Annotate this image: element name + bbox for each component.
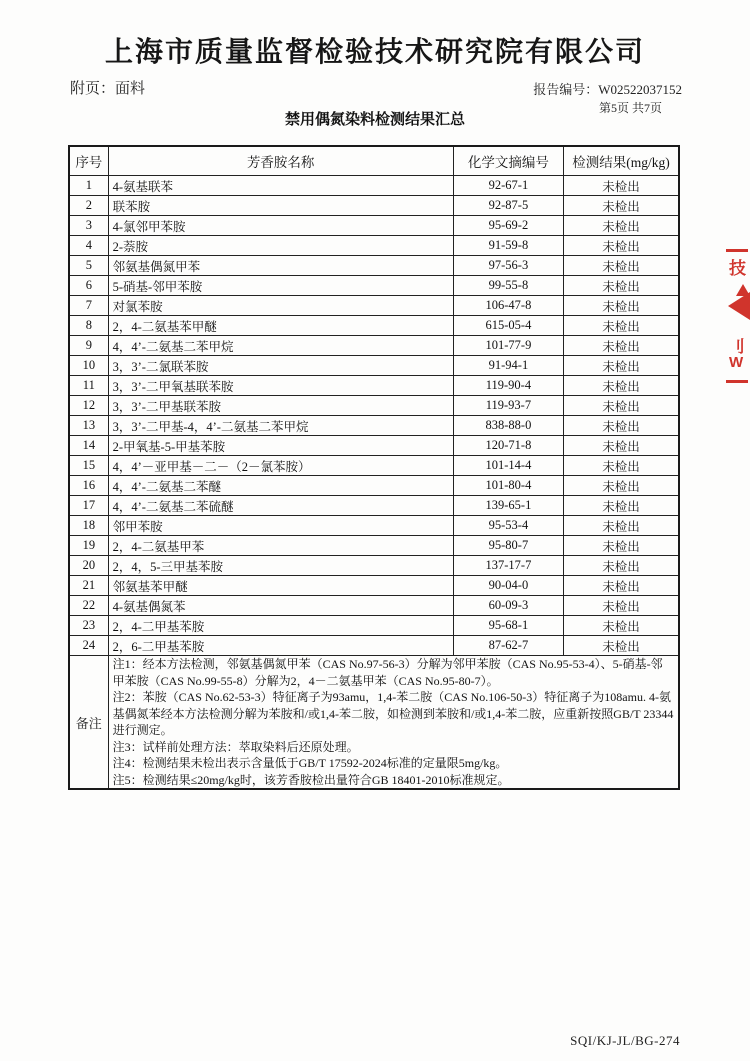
table-row <box>69 596 679 616</box>
cell-seq: 12 <box>69 396 108 416</box>
cell-amine-name: 邻氨基偶氮甲苯 <box>108 256 453 276</box>
cell-result: 未检出 <box>564 176 679 196</box>
page-number: 第5页 共7页 <box>598 101 662 115</box>
cell-seq: 20 <box>69 556 108 576</box>
cell-seq: 22 <box>69 596 108 616</box>
attachment-label: 附页：面料 <box>70 81 146 97</box>
table-row <box>69 436 679 456</box>
cell-seq: 14 <box>69 436 108 456</box>
cell-amine-name: 4，4’－亚甲基－二－（2－氯苯胺） <box>108 456 453 476</box>
cell-amine-name: 4-氨基联苯 <box>108 176 453 196</box>
cell-seq: 18 <box>69 516 108 536</box>
remark-note-line: 注2：苯胺（CAS No.62-53-3）特征离子为93amu，1,4-苯二胺（CAS No.106-50-3）特征离子为108amu. 4-氨基偶氮苯经本方法检测分解为苯胺和/或1,4-苯二胺，如检测到苯胺和/或1,4-苯二胺，应重新按照GB/T 23344 进行测定。 <box>112 690 674 737</box>
cell-seq: 19 <box>69 536 108 556</box>
cell-amine-name: 4，4’-二氨基二苯硫醚 <box>108 496 453 516</box>
cell-seq: 13 <box>69 416 108 436</box>
table-row <box>69 216 679 236</box>
cell-cas-number: 91-59-8 <box>453 236 563 256</box>
cell-amine-name: 2，6-二甲基苯胺 <box>108 636 453 656</box>
remark-notes <box>108 656 679 790</box>
cell-result: 未检出 <box>564 376 679 396</box>
cell-amine-name: 2-萘胺 <box>108 236 453 256</box>
cell-cas-number: 92-67-1 <box>453 176 563 196</box>
seal-border-bottom <box>726 380 748 383</box>
cell-result: 未检出 <box>564 476 679 496</box>
cell-seq: 21 <box>69 576 108 596</box>
cell-amine-name: 3，3’-二甲氧基联苯胺 <box>108 376 453 396</box>
cell-result: 未检出 <box>564 616 679 636</box>
table-row <box>69 376 679 396</box>
cell-amine-name: 4-氨基偶氮苯 <box>108 596 453 616</box>
table-row <box>69 616 679 636</box>
table-header-row <box>69 146 679 176</box>
cell-result: 未检出 <box>564 416 679 436</box>
cell-result: 未检出 <box>564 296 679 316</box>
cell-result: 未检出 <box>564 216 679 236</box>
table-row <box>69 356 679 376</box>
cell-seq: 11 <box>69 376 108 396</box>
cell-cas-number: 106-47-8 <box>453 296 563 316</box>
cell-seq: 2 <box>69 196 108 216</box>
cell-amine-name: 5-硝基-邻甲苯胺 <box>108 276 453 296</box>
cell-result: 未检出 <box>564 556 679 576</box>
cell-result: 未检出 <box>564 596 679 616</box>
table-row <box>69 336 679 356</box>
table-row <box>69 416 679 436</box>
cell-cas-number: 95-80-7 <box>453 536 563 556</box>
column-header-name: 芳香胺名称 <box>108 146 453 176</box>
cell-amine-name: 3，3’-二甲基联苯胺 <box>108 396 453 416</box>
document-code: SQI/KJ-JL/BG-274 <box>570 1033 680 1048</box>
cell-result: 未检出 <box>564 576 679 596</box>
cell-cas-number: 95-69-2 <box>453 216 563 236</box>
cell-cas-number: 60-09-3 <box>453 596 563 616</box>
cell-amine-name: 联苯胺 <box>108 196 453 216</box>
red-seal-edge-fragment <box>726 246 750 388</box>
table-row <box>69 496 679 516</box>
cell-amine-name: 邻氨基苯甲醚 <box>108 576 453 596</box>
cell-seq: 15 <box>69 456 108 476</box>
cell-amine-name: 4，4’-二氨基二苯甲烷 <box>108 336 453 356</box>
column-header-seq: 序号 <box>69 146 108 176</box>
cell-cas-number: 120-71-8 <box>453 436 563 456</box>
cell-cas-number: 95-53-4 <box>453 516 563 536</box>
seal-border-top <box>726 249 748 252</box>
cell-cas-number: 137-17-7 <box>453 556 563 576</box>
cell-result: 未检出 <box>564 276 679 296</box>
cell-amine-name: 2-甲氧基-5-甲基苯胺 <box>108 436 453 456</box>
cell-amine-name: 4-氯邻甲苯胺 <box>108 216 453 236</box>
table-row <box>69 536 679 556</box>
cell-seq: 5 <box>69 256 108 276</box>
remark-row <box>69 656 679 790</box>
cell-seq: 4 <box>69 236 108 256</box>
cell-seq: 6 <box>69 276 108 296</box>
cell-seq: 10 <box>69 356 108 376</box>
column-header-cas: 化学文摘编号 <box>453 146 563 176</box>
cell-seq: 24 <box>69 636 108 656</box>
cell-seq: 9 <box>69 336 108 356</box>
cell-cas-number: 97-56-3 <box>453 256 563 276</box>
company-title: 上海市质量监督检验技术研究院有限公司 <box>104 37 645 68</box>
cell-cas-number: 101-14-4 <box>453 456 563 476</box>
cell-seq: 1 <box>69 176 108 196</box>
cell-amine-name: 2，4，5-三甲基苯胺 <box>108 556 453 576</box>
table-row <box>69 576 679 596</box>
cell-amine-name: 3，3’-二氯联苯胺 <box>108 356 453 376</box>
cell-amine-name: 2，4-二氨基甲苯 <box>108 536 453 556</box>
cell-result: 未检出 <box>564 196 679 216</box>
cell-seq: 7 <box>69 296 108 316</box>
cell-amine-name: 2，4-二甲基苯胺 <box>108 616 453 636</box>
table-row <box>69 296 679 316</box>
cell-result: 未检出 <box>564 636 679 656</box>
cell-amine-name: 3，3’-二甲基-4，4’-二氨基二苯甲烷 <box>108 416 453 436</box>
cell-cas-number: 101-77-9 <box>453 336 563 356</box>
table-body <box>69 176 679 656</box>
cell-result: 未检出 <box>564 356 679 376</box>
cell-result: 未检出 <box>564 536 679 556</box>
report-number: 报告编号：W02522037152 <box>533 82 682 97</box>
cell-cas-number: 139-65-1 <box>453 496 563 516</box>
cell-result: 未检出 <box>564 456 679 476</box>
table-row <box>69 256 679 276</box>
cell-cas-number: 92-87-5 <box>453 196 563 216</box>
cell-result: 未检出 <box>564 436 679 456</box>
cell-seq: 3 <box>69 216 108 236</box>
cell-result: 未检出 <box>564 336 679 356</box>
cell-seq: 23 <box>69 616 108 636</box>
remark-label: 备注 <box>69 656 108 790</box>
seal-character-mid: 刂 <box>729 339 746 356</box>
cell-cas-number: 91-94-1 <box>453 356 563 376</box>
remark-note-line: 注5：检测结果≤20mg/kg时，该芳香胺检出量符合GB 18401-2010标准规定。 <box>112 772 510 787</box>
cell-seq: 17 <box>69 496 108 516</box>
remark-note-line: 注3：试样前处理方法：萃取染料后还原处理。 <box>112 739 359 754</box>
cell-seq: 8 <box>69 316 108 336</box>
remark-note-line: 注1：经本方法检测，邻氨基偶氮甲苯（CAS No.97-56-3）分解为邻甲苯胺（CAS No.95-53-4）、5-硝基-邻甲苯胺（CAS No.99-55-8）分解为2，4－二氨基甲苯（CAS No.95-80-7）。 <box>112 657 663 688</box>
table-row <box>69 316 679 336</box>
table-row <box>69 236 679 256</box>
table-row <box>69 456 679 476</box>
table-row <box>69 396 679 416</box>
cell-cas-number: 119-90-4 <box>453 376 563 396</box>
table-row <box>69 556 679 576</box>
cell-amine-name: 2，4-二氨基苯甲醚 <box>108 316 453 336</box>
cell-cas-number: 838-88-0 <box>453 416 563 436</box>
table-row <box>69 636 679 656</box>
cell-result: 未检出 <box>564 496 679 516</box>
cell-cas-number: 87-62-7 <box>453 636 563 656</box>
cell-result: 未检出 <box>564 316 679 336</box>
cell-cas-number: 101-80-4 <box>453 476 563 496</box>
cell-amine-name: 4，4’-二氨基二苯醚 <box>108 476 453 496</box>
seal-star-icon <box>728 292 750 320</box>
remark-note-line: 注4：检测结果未检出表示含量低于GB/T 17592-2024标准的定量限5mg/kg。 <box>112 756 508 770</box>
cell-amine-name: 邻甲苯胺 <box>108 516 453 536</box>
table-title: 禁用偶氮染料检测结果汇总 <box>284 112 465 128</box>
cell-cas-number: 95-68-1 <box>453 616 563 636</box>
cell-result: 未检出 <box>564 396 679 416</box>
cell-result: 未检出 <box>564 236 679 256</box>
table-row <box>69 476 679 496</box>
cell-cas-number: 119-93-7 <box>453 396 563 416</box>
results-table <box>68 145 680 790</box>
cell-seq: 16 <box>69 476 108 496</box>
cell-result: 未检出 <box>564 516 679 536</box>
seal-character-top: 技 <box>729 259 746 278</box>
cell-result: 未检出 <box>564 256 679 276</box>
table-row <box>69 276 679 296</box>
cell-cas-number: 615-05-4 <box>453 316 563 336</box>
table-row <box>69 196 679 216</box>
table-row <box>69 176 679 196</box>
cell-amine-name: 对氯苯胺 <box>108 296 453 316</box>
column-header-result: 检测结果(mg/kg) <box>564 146 679 176</box>
table-row <box>69 516 679 536</box>
seal-letter-bottom: W <box>729 354 742 371</box>
cell-cas-number: 90-04-0 <box>453 576 563 596</box>
cell-cas-number: 99-55-8 <box>453 276 563 296</box>
